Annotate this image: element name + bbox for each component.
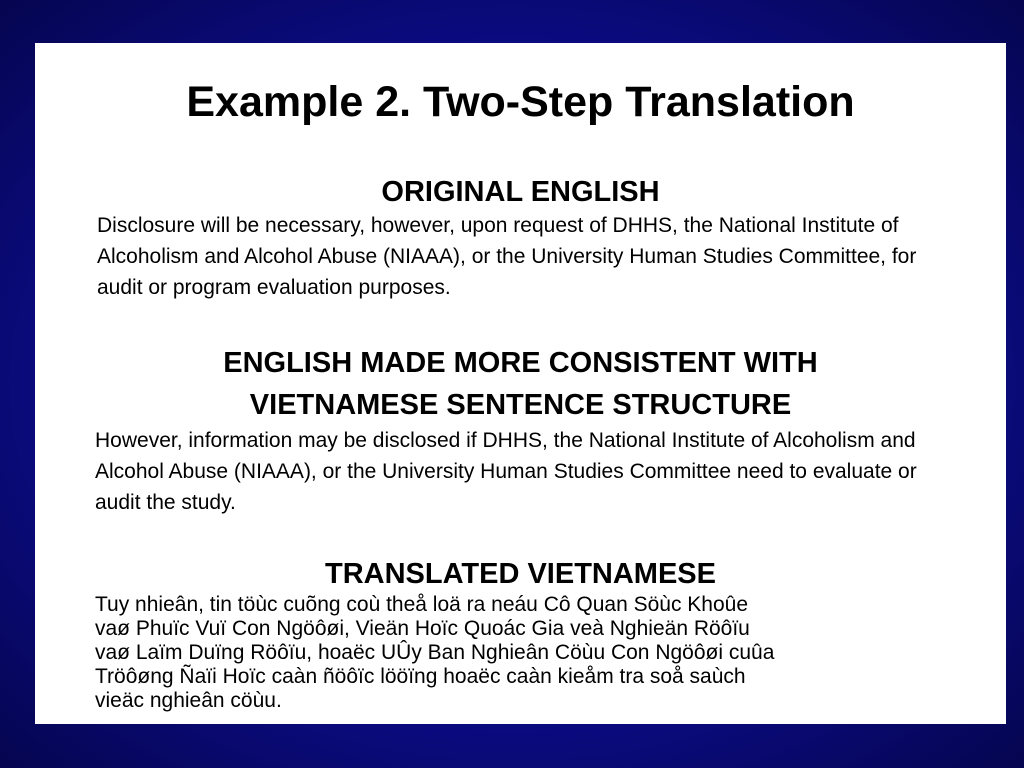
- vietnamese-line: vieäc nghieân cöùu.: [95, 689, 282, 712]
- slide: [35, 43, 1006, 724]
- vietnamese-line: Tröôøng Ñaïi Hoïc caàn ñöôïc lööïng hoaëc caàn kieåm tra soå saùch: [95, 665, 746, 688]
- heading-consistent-english-line2: VIETNAMESE SENTENCE STRUCTURE: [249, 389, 792, 421]
- original-english-text: Disclosure will be necessary, however, upon request of DHHS, the National Institute of Alcoholism and Alcohol Abuse (NIAAA), or the University Human Studies Committee, for audit or program evaluation purposes.: [97, 214, 917, 299]
- vietnamese-line: vaø Laïm Duïng Röôïu, hoaëc UÛy Ban Nghieân Cöùu Con Ngöôøi cuûa: [95, 641, 775, 664]
- vietnamese-line: vaø Phuïc Vuï Con Ngöôøi, Vieän Hoïc Quoác Gia veà Nghieän Röôïu: [95, 617, 750, 640]
- heading-translated-vietnamese: TRANSLATED VIETNAMESE: [325, 558, 716, 590]
- heading-original-english: ORIGINAL ENGLISH: [381, 176, 660, 208]
- heading-consistent-english-line1: ENGLISH MADE MORE CONSISTENT WITH: [223, 347, 818, 379]
- consistent-english-text: However, information may be disclosed if DHHS, the National Institute of Alcoholism and Alcohol Abuse (NIAAA), or the University Human Studies Committee need to evaluate or audit the study.: [95, 429, 917, 514]
- slide-title: Example 2. Two-Step Translation: [186, 78, 855, 126]
- vietnamese-line: Tuy nhieân, tin töùc cuõng coù theå loä ra neáu Cô Quan Söùc Khoûe: [95, 593, 749, 616]
